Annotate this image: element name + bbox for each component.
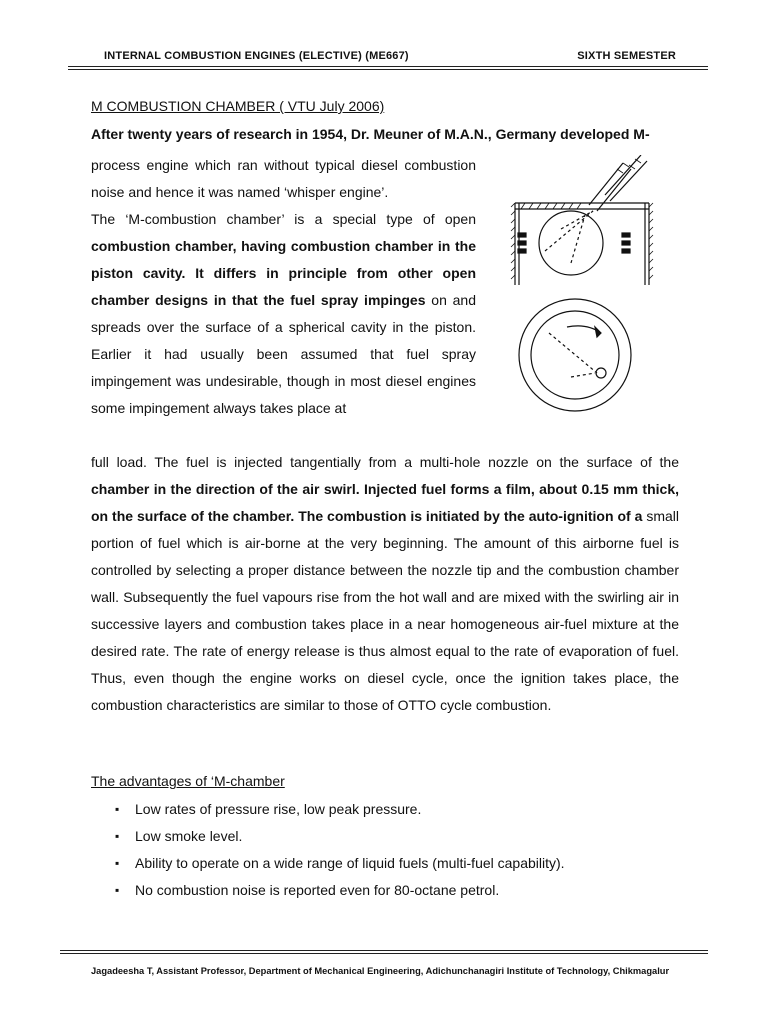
m-chamber-diagram [505, 155, 680, 420]
advantages-title: The advantages of ‘M-chamber [91, 773, 285, 789]
footer-rule [60, 950, 708, 954]
advantages-list [91, 796, 679, 904]
paragraph-whisper-engine: process engine which ran without typical diesel combustion noise and hence it was named ‘whisper engine’. [91, 157, 476, 200]
list-item: ▪ Ability to operate on a wide range of liquid fuels (multi-fuel capability). [91, 850, 679, 877]
header-rule [68, 66, 708, 70]
list-item: ▪ Low rates of pressure rise, low peak pressure. [91, 796, 679, 823]
text-full-width [91, 449, 679, 719]
text-column [91, 152, 476, 422]
paragraph-fuel-injection: full load. The fuel is injected tangentially from a multi-hole nozzle on the surface of the chamber in the direction of the air swirl. Injected fuel forms a film, about 0.15 mm thick, on the surface of the chamber. The combustion is initiated by the auto-ignition of a small portion of fuel which is air-borne at the very beginning. The amount of this airborne fuel is controlled by selecting a proper distance between the nozzle tip and the combustion chamber wall. Subsequently the fuel vapours rise from the hot wall and are mixed with the swirling air in successive layers and combustion takes place in a near homogeneous air-fuel mixture at the desired rate. The rate of energy release is thus almost equal to the rate of evaporation of fuel. Thus, even though the engine works on diesel cycle, once the ignition takes place, the combustion characteristics are similar to those of OTTO cycle combustion. [91, 454, 679, 713]
header-course-title: INTERNAL COMBUSTION ENGINES (ELECTIVE) (ME667) [104, 50, 409, 62]
list-item: ▪ Low smoke level. [91, 823, 679, 850]
page-header [104, 50, 676, 62]
page-footer: Jagadeesha T, Assistant Professor, Department of Mechanical Engineering, Adichunchanagiri Institute of Technology, Chikmagalur [91, 966, 670, 976]
header-semester: SIXTH SEMESTER [577, 50, 676, 62]
intro-line: After twenty years of research in 1954, Dr. Meuner of M.A.N., Germany developed M- [91, 126, 650, 142]
paragraph-m-chamber: The ‘M-combustion chamber’ is a special type of open combustion chamber, having combustion chamber in the piston cavity. It differs in principle from other open chamber designs in that the fuel spray impinges on and spreads over the surface of a spherical cavity in the piston. Earlier it had usually been assumed that fuel spray impingement was undesirable, though in most diesel engines some impingement always takes place at [91, 211, 476, 416]
section-title: M COMBUSTION CHAMBER ( VTU July 2006) [91, 98, 385, 114]
list-item: ▪ No combustion noise is reported even for 80-octane petrol. [91, 877, 679, 904]
